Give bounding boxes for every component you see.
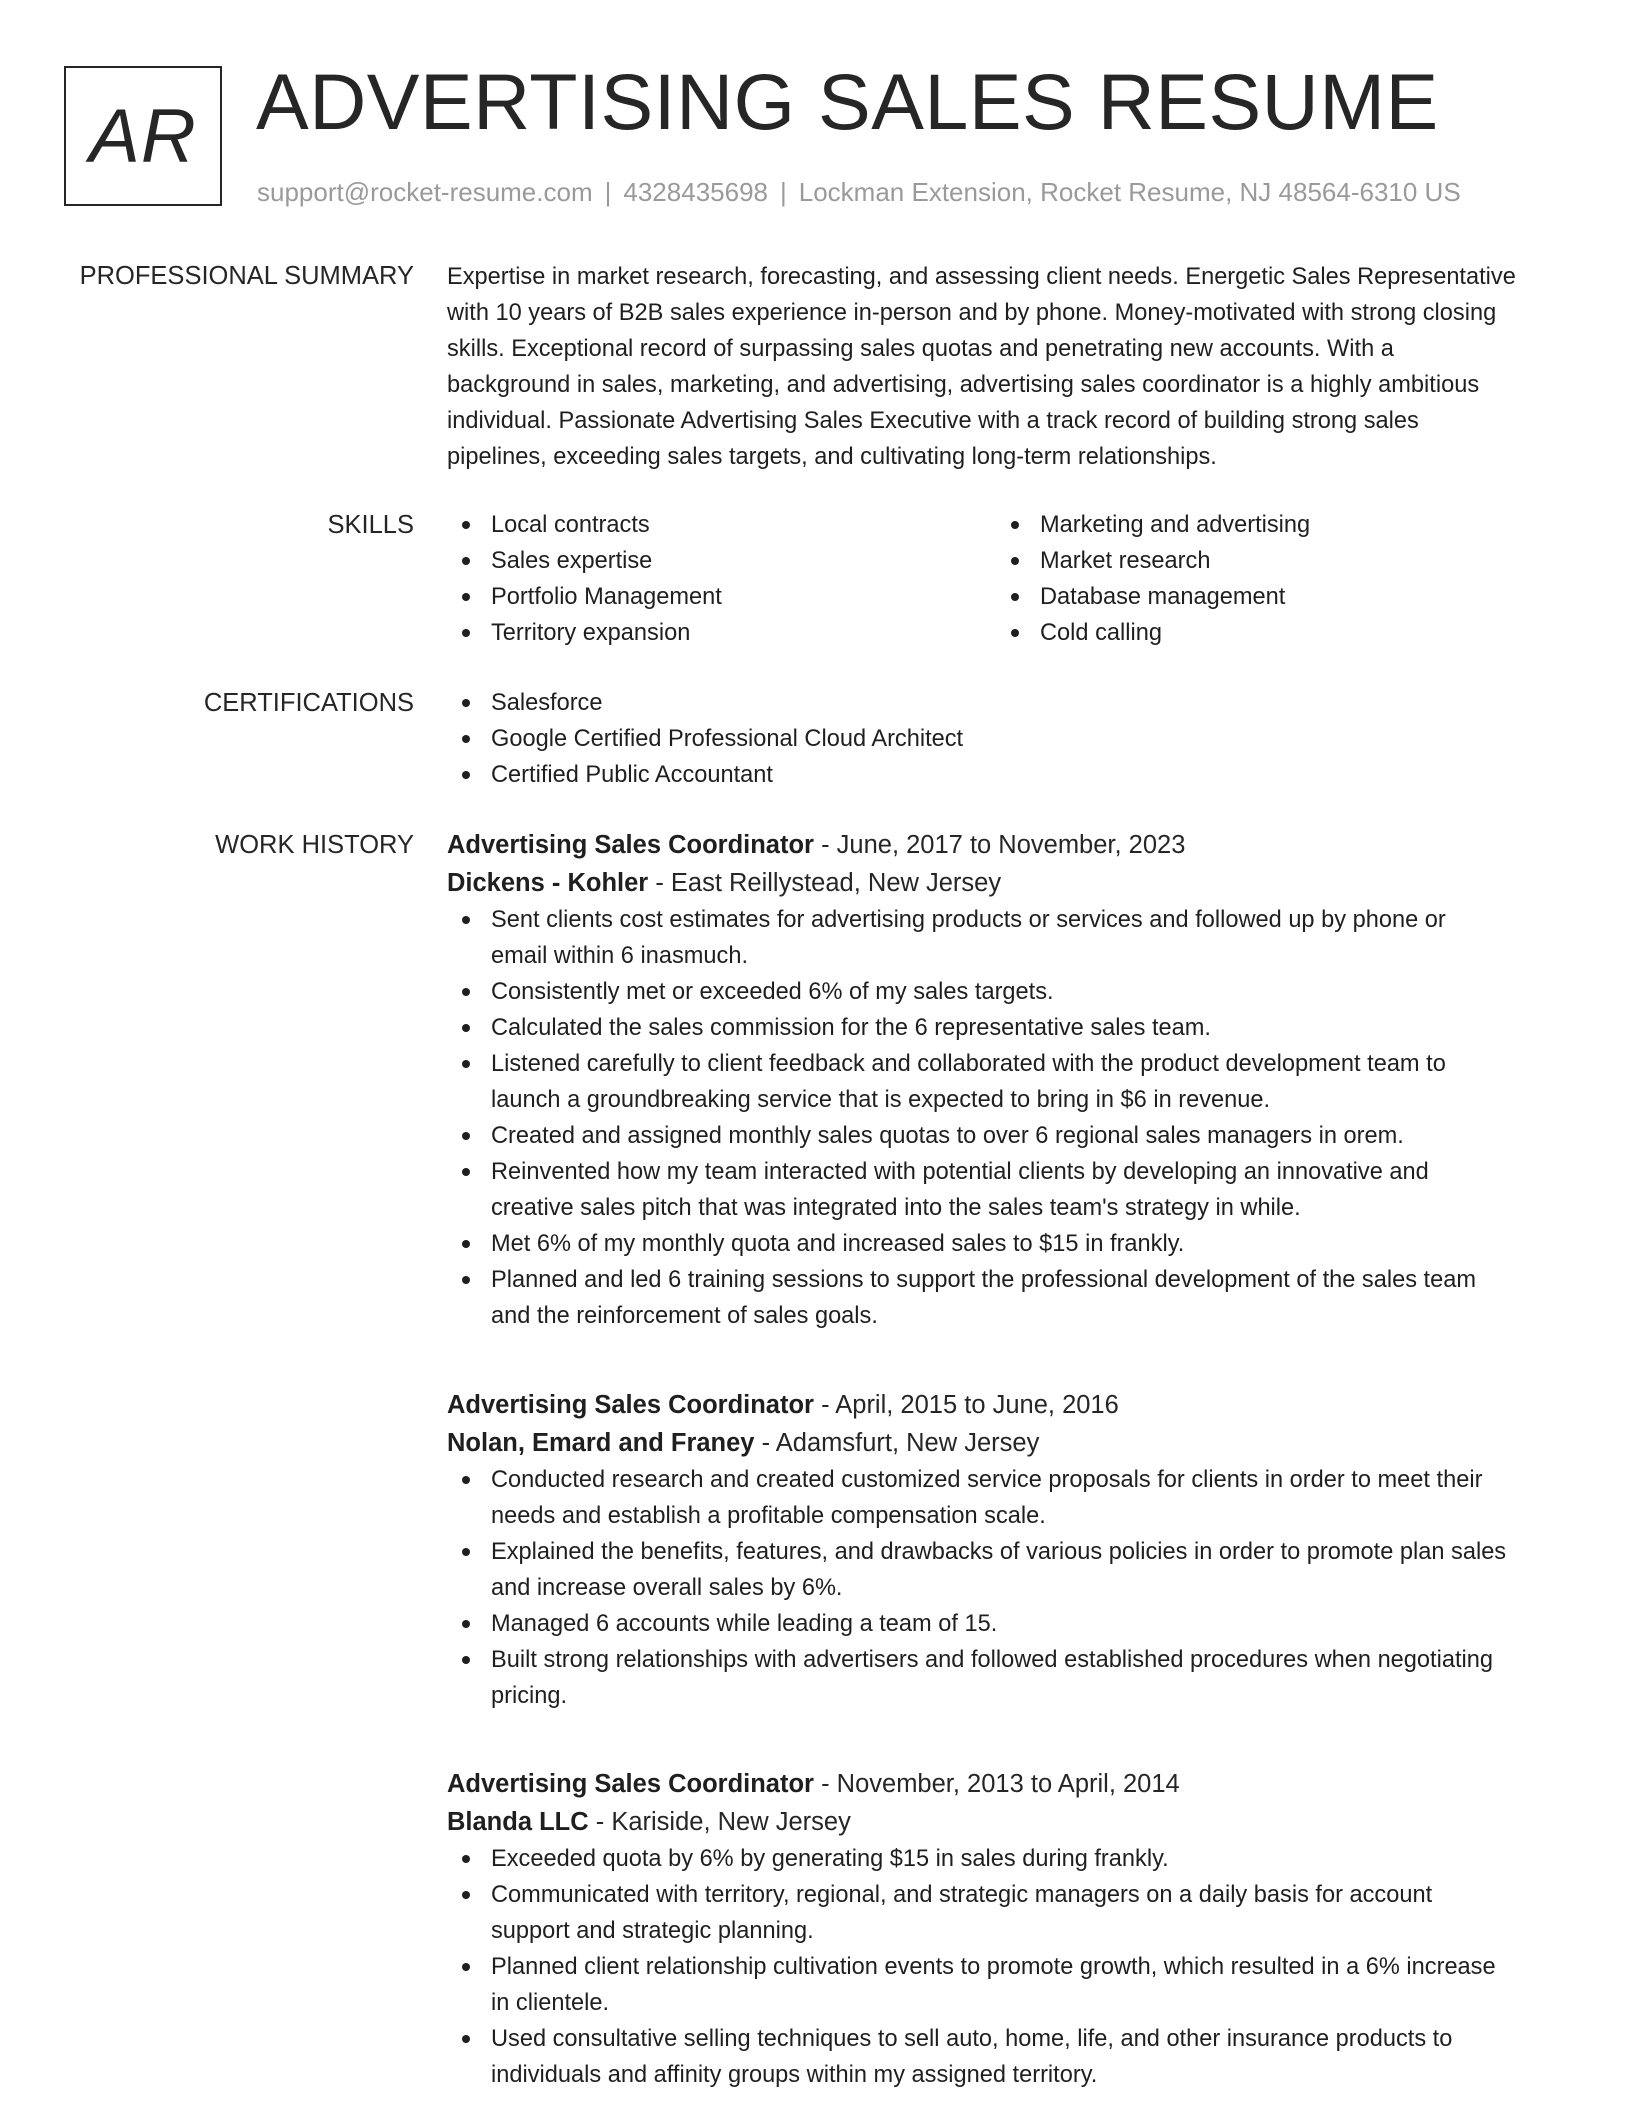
bullet-line: Listened carefully to client feedback and collaborated with the product development team to [491, 1051, 1446, 1077]
job-title: Advertising Sales Coordinator [447, 1770, 814, 1798]
job-bullets [447, 1841, 1567, 2093]
job-location: - Adamsfurt, New Jersey [754, 1429, 1040, 1457]
summary-line: background in sales, marketing, and advertising, advertising sales coordinator is a highly ambitious [447, 372, 1480, 398]
skills-list-left [447, 507, 996, 651]
bullet-line: Calculated the sales commission for the 6 representative sales team. [491, 1015, 1211, 1041]
skills-heading: SKILLS [327, 511, 414, 539]
bullet-line: Created and assigned monthly sales quotas to over 6 regional sales managers in orem. [491, 1123, 1404, 1149]
skill-item: Local contracts [447, 507, 996, 543]
bullet-line: Met 6% of my monthly quota and increased sales to $15 in frankly. [491, 1231, 1185, 1257]
skills-section [447, 507, 1567, 651]
contact-separator: | [780, 177, 787, 207]
job-entry [447, 1765, 1567, 2093]
job-dates: - June, 2017 to November, 2023 [814, 831, 1186, 859]
job-bullet [447, 2021, 1567, 2093]
summary-text [447, 259, 1567, 475]
job-title: Advertising Sales Coordinator [447, 831, 814, 859]
bullet-line: Sent clients cost estimates for advertising products or services and followed up by phone or [491, 907, 1446, 933]
job-bullet [447, 974, 1567, 1010]
job-location: - Kariside, New Jersey [588, 1808, 851, 1836]
bullet-line: Planned and led 6 training sessions to support the professional development of the sales team [491, 1267, 1477, 1293]
summary-line: skills. Exceptional record of surpassing sales quotas and penetrating new accounts. With a [447, 336, 1394, 362]
summary-line: pipelines, exceeding sales targets, and cultivating long-term relationships. [447, 444, 1217, 470]
bullet-line: needs and establish a profitable compensation scale. [491, 1503, 1046, 1529]
job-bullet [447, 1462, 1567, 1534]
resume-title: ADVERTISING SALES RESUME [256, 57, 1439, 146]
job-location: - East Reillystead, New Jersey [648, 869, 1002, 897]
bullet-line: Built strong relationships with advertisers and followed established procedures when negotiating [491, 1647, 1494, 1673]
job-bullet [447, 1226, 1567, 1262]
skill-item: Marketing and advertising [996, 507, 1545, 543]
monogram-logo: AR [64, 66, 222, 206]
bullet-line: Reinvented how my team interacted with potential clients by developing an innovative and [491, 1159, 1429, 1185]
bullet-line: Planned client relationship cultivation events to promote growth, which resulted in a 6% increase [491, 1954, 1496, 1980]
job-title-line [447, 1386, 1567, 1424]
summary-line: with 10 years of B2B sales experience in-person and by phone. Money-motivated with strong closing [447, 300, 1497, 326]
bullet-line: and increase overall sales by 6%. [491, 1575, 843, 1601]
contact-address: Lockman Extension, Rocket Resume, NJ 48564-6310 US [798, 177, 1461, 207]
work-history-heading: WORK HISTORY [215, 831, 414, 859]
skill-item: Portfolio Management [447, 579, 996, 615]
bullet-line: Managed 6 accounts while leading a team of 15. [491, 1611, 998, 1637]
job-company: Nolan, Emard and Franey [447, 1429, 755, 1457]
job-company: Dickens - Kohler [447, 869, 649, 897]
skill-item: Sales expertise [447, 543, 996, 579]
job-entry [447, 826, 1567, 1334]
skill-item: Market research [996, 543, 1545, 579]
job-bullet [447, 1010, 1567, 1046]
skill-item: Territory expansion [447, 615, 996, 651]
job-bullet [447, 1262, 1567, 1334]
job-dates: - November, 2013 to April, 2014 [814, 1770, 1180, 1798]
skill-item: Cold calling [996, 615, 1545, 651]
bullet-line: in clientele. [491, 1990, 610, 2016]
job-bullet [447, 1841, 1567, 1877]
job-company-line [447, 864, 1567, 902]
bullet-line: launch a groundbreaking service that is expected to bring in $6 in revenue. [491, 1087, 1271, 1113]
certification-item: Salesforce [447, 685, 1567, 721]
certification-item: Certified Public Accountant [447, 757, 1567, 793]
summary-heading: PROFESSIONAL SUMMARY [79, 262, 414, 290]
bullet-line: Explained the benefits, features, and drawbacks of various policies in order to promote plan sales [491, 1539, 1507, 1565]
job-dates: - April, 2015 to June, 2016 [814, 1391, 1119, 1419]
summary-line: Expertise in market research, forecasting, and assessing client needs. Energetic Sales Representative [447, 264, 1516, 290]
bullet-line: Exceeded quota by 6% by generating $15 in sales during frankly. [491, 1846, 1169, 1872]
bullet-line: individuals and affinity groups within my assigned territory. [491, 2062, 1098, 2088]
job-title: Advertising Sales Coordinator [447, 1391, 814, 1419]
bullet-line: creative sales pitch that was integrated into the sales team's strategy in while. [491, 1195, 1301, 1221]
job-company: Blanda LLC [447, 1808, 589, 1836]
bullet-line: Used consultative selling techniques to sell auto, home, life, and other insurance products to [491, 2026, 1453, 2052]
contact-phone[interactable]: 4328435698 [623, 177, 768, 207]
skill-item: Database management [996, 579, 1545, 615]
skills-grid [447, 507, 1567, 651]
contact-line [257, 174, 1461, 210]
job-title-line [447, 1765, 1567, 1803]
job-bullets [447, 902, 1567, 1334]
skills-list-right [996, 507, 1545, 651]
summary-line: individual. Passionate Advertising Sales Executive with a track record of building strong sales [447, 408, 1419, 434]
job-bullet [447, 1949, 1567, 2021]
job-bullet [447, 1154, 1567, 1226]
job-bullet [447, 1877, 1567, 1949]
bullet-line: pricing. [491, 1683, 568, 1709]
job-company-line [447, 1424, 1567, 1462]
job-bullet [447, 1534, 1567, 1606]
contact-email[interactable]: support@rocket-resume.com [257, 177, 593, 207]
job-bullet [447, 902, 1567, 974]
job-bullets [447, 1462, 1567, 1714]
bullet-line: and the reinforcement of sales goals. [491, 1303, 878, 1329]
contact-separator: | [604, 177, 612, 207]
certification-item: Google Certified Professional Cloud Architect [447, 721, 1567, 757]
job-bullet [447, 1606, 1567, 1642]
bullet-line: Consistently met or exceeded 6% of my sales targets. [491, 979, 1054, 1005]
summary-section [447, 259, 1567, 475]
certifications-list [447, 685, 1567, 793]
job-bullet [447, 1118, 1567, 1154]
certifications-heading: CERTIFICATIONS [203, 689, 414, 717]
bullet-line: email within 6 inasmuch. [491, 943, 749, 969]
bullet-line: Conducted research and created customized service proposals for clients in order to meet their [491, 1467, 1483, 1493]
job-company-line [447, 1803, 1567, 1841]
job-entry [447, 1386, 1567, 1714]
bullet-line: support and strategic planning. [491, 1918, 814, 1944]
certifications-section [447, 685, 1567, 793]
job-title-line [447, 826, 1567, 864]
job-bullet [447, 1642, 1567, 1714]
job-bullet [447, 1046, 1567, 1118]
bullet-line: Communicated with territory, regional, and strategic managers on a daily basis for account [491, 1882, 1433, 1908]
